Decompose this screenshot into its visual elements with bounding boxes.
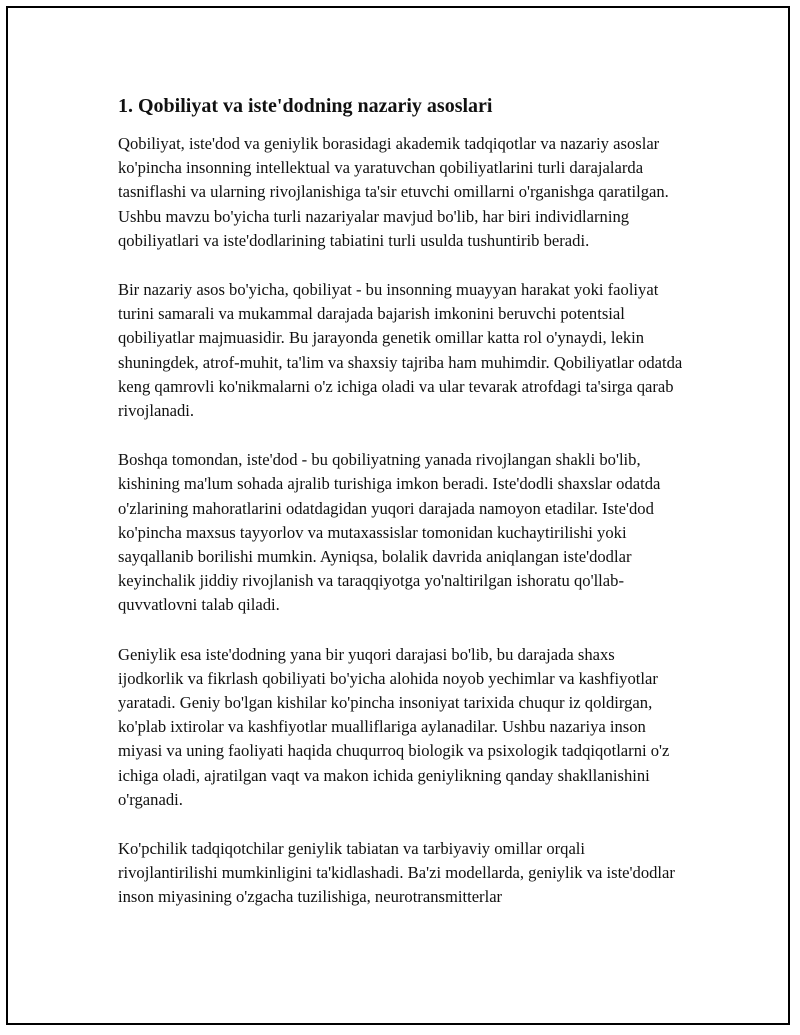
document-body: [118, 92, 683, 935]
paragraph-4: Geniylik esa iste'dodning yana bir yuqori darajasi bo'lib, bu darajada shaxs ijodkorlik va fikrlash qobiliyati bo'yicha alohida noyob yechimlar va kashfiyotlar yaratadi. Geniy bo'lgan kishilar ko'pincha insoniyat tarixida chuqur iz qoldirgan, ko'plab ixtirolar va kashfiyotlar mualliflariga aylanadilar. Ushbu nazariya inson miyasi va uning faoliyati haqida chuqurroq biologik va psixologik tadqiqotlarni o'z ichiga oladi, ajratilgan vaqt va makon ichida geniylikning qanday shakllanishini o'rganadi.: [118, 644, 670, 809]
paragraph-5: Ko'pchilik tadqiqotchilar geniylik tabiatan va tarbiyaviy omillar orqali rivojlantirilishi mumkinligini ta'kidlashadi. Ba'zi modellarda, geniylik va iste'dodlar inson miyasining o'zgacha tuzilishiga, neurotransmitterlar: [118, 839, 675, 907]
paragraph-2: Bir nazariy asos bo'yicha, qobiliyat - bu insonning muayyan harakat yoki faoliyat turini samarali va mukammal darajada bajarish imkonini beruvchi potentsial qobiliyatlar majmuasidir. Bu jarayonda genetik omillar katta rol o'ynaydi, lekin shuningdek, atrof-muhit, ta'lim va shaxsiy tajriba ham muhimdir. Qobiliyatlar odatda keng qamrovli ko'nikmalarni o'z ichiga oladi va ular tevarak atrofdagi ta'sirga qarab rivojlanadi.: [118, 280, 683, 421]
paragraph-1: Qobiliyat, iste'dod va geniylik borasidagi akademik tadqiqotlar va nazariy asoslar ko'pincha insonning intellektual va yaratuvchan qobiliyatlarini turli darajalarda tasniflashi va ularning rivojlanishiga ta'sir etuvchi omillarni o'rganishga qaratilgan. Ushbu mavzu bo'yicha turli nazariyalar mavjud bo'lib, har biri individlarning qobiliyatlari va iste'dodlarining tabiatini turli usulda tushuntirib beradi.: [118, 134, 669, 250]
section-heading: 1. Qobiliyat va iste'dodning nazariy asoslari: [118, 95, 493, 117]
paragraph-3: Boshqa tomondan, iste'dod - bu qobiliyatning yanada rivojlangan shakli bo'lib, kishining ma'lum sohada ajralib turishiga imkon beradi. Iste'dodli shaxslar odatda o'zlarining mahoratlarini odatdagidan yuqori darajada namoyon etadilar. Iste'dod ko'pincha maxsus tayyorlov va mutaxassislar tomonidan kuchaytirilishi yoki sayqallanib borilishi mumkin. Ayniqsa, bolalik davrida aniqlangan iste'dodlar keyinchalik jiddiy rivojlanish va taraqqiyotga yo'naltirilgan ishoratu qo'llab-quvvatlovni talab qiladi.: [118, 450, 661, 615]
